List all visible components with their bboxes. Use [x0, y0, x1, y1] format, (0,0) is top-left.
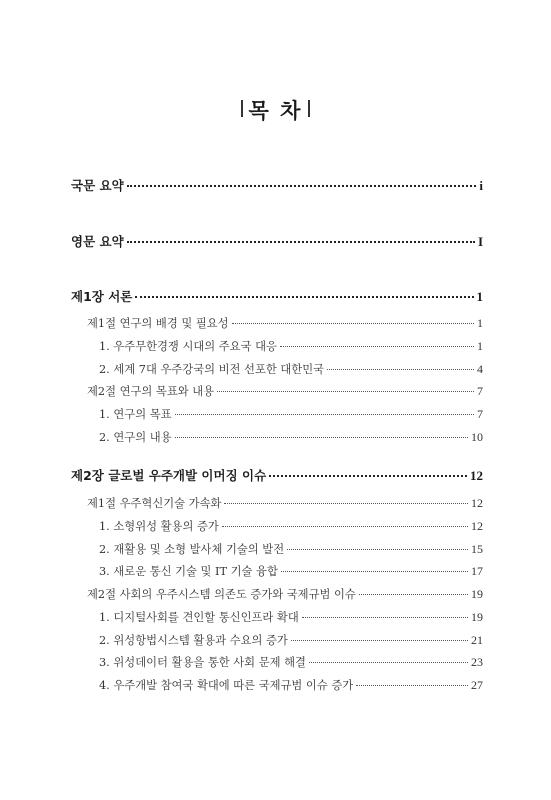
- toc-entry-page: 4: [477, 362, 483, 376]
- toc-leader-dots: [327, 369, 474, 370]
- toc-entry-ch2-section-2[interactable]: [87, 586, 483, 602]
- toc-entry-label: 2. 연구의 내용: [99, 431, 172, 444]
- toc-entry-ch1-s1-item-1[interactable]: [99, 338, 483, 354]
- toc-entry-ch2-s1-item-1[interactable]: [99, 518, 483, 534]
- toc-leader-dots: [217, 391, 474, 392]
- toc-leader-dots: [281, 571, 468, 572]
- toc-entry-label: 1. 연구의 목표: [99, 408, 172, 421]
- toc-entry-ch2-s2-item-3[interactable]: [99, 654, 483, 670]
- toc-entry-label: 1. 우주무한경쟁 시대의 주요국 대응: [99, 340, 277, 353]
- title-right-bar: [308, 100, 310, 117]
- toc-entry-page: 19: [471, 587, 483, 601]
- toc-leader-dots: [135, 296, 473, 298]
- toc-entry-ch1-s2-item-2[interactable]: [99, 429, 483, 445]
- toc-leader-dots: [127, 185, 477, 187]
- toc-entry-page: 15: [471, 542, 483, 556]
- title-left-bar: [241, 100, 243, 117]
- toc-entry-page: 12: [471, 496, 483, 510]
- toc-entry-page: 1: [476, 289, 483, 304]
- toc-entry-label: 제1장 서론: [71, 289, 133, 304]
- toc-leader-dots: [287, 549, 468, 550]
- toc-entry-page: 17: [471, 564, 483, 578]
- toc-leader-dots: [356, 685, 468, 686]
- toc-leader-dots: [309, 662, 468, 663]
- toc-leader-dots: [175, 437, 468, 438]
- toc-entry-ch2-s1-item-3[interactable]: [99, 563, 483, 579]
- toc-leader-dots: [302, 617, 468, 618]
- toc-entry-page: 12: [471, 519, 483, 533]
- toc-entry-page: 21: [471, 633, 483, 647]
- toc-entry-page: 1: [477, 316, 483, 330]
- toc-entry-ch2-s2-item-1[interactable]: [99, 609, 483, 625]
- toc-entry-label: 3. 위성데이터 활용을 통한 사회 문제 해결: [99, 656, 306, 669]
- toc-entry-page: 7: [477, 384, 483, 398]
- toc-entry-label: 2. 세계 7대 우주강국의 비전 선포한 대한민국: [99, 363, 325, 376]
- toc-entry-label: 영문 요약: [71, 234, 124, 249]
- toc-entry-chapter-1[interactable]: [71, 287, 483, 305]
- toc-leader-dots: [359, 594, 468, 595]
- toc-entry-chapter-2[interactable]: [71, 466, 483, 484]
- toc-leader-dots: [280, 346, 474, 347]
- toc-entry-label: 4. 우주개발 참여국 확대에 따른 국제규범 이슈 증가: [99, 679, 354, 692]
- toc-entry-page: i: [479, 178, 483, 193]
- toc-entry-label: 제1절 우주혁신기술 가속화: [87, 497, 222, 510]
- toc-entry-ch2-s2-item-2[interactable]: [99, 632, 483, 648]
- toc-entry-page: 27: [471, 678, 483, 692]
- toc-entry-label: 제2장 글로벌 우주개발 이머징 이슈: [71, 468, 267, 483]
- toc-entry-summary-en[interactable]: [71, 232, 483, 250]
- toc-entry-label: 제1절 연구의 배경 및 필요성: [87, 317, 229, 330]
- toc-entry-ch2-section-1[interactable]: [87, 495, 483, 511]
- toc-entry-ch1-section-1[interactable]: [87, 315, 483, 331]
- toc-entry-page: 23: [471, 655, 483, 669]
- toc-entry-ch1-section-2[interactable]: [87, 383, 483, 399]
- toc-leader-dots: [269, 475, 467, 477]
- toc-entry-page: I: [477, 234, 483, 249]
- toc-leader-dots: [224, 503, 468, 504]
- toc-entry-label: 제2절 연구의 목표와 내용: [87, 385, 215, 398]
- toc-entry-page: 19: [471, 610, 483, 624]
- toc-leader-dots: [127, 241, 475, 243]
- toc-leader-dots: [222, 526, 468, 527]
- toc-leader-dots: [291, 640, 468, 641]
- page-title-text: 목 차: [248, 99, 303, 123]
- toc-entry-ch1-s1-item-2[interactable]: [99, 361, 483, 377]
- toc-entry-page: 12: [470, 468, 483, 483]
- page-title: [0, 95, 551, 125]
- toc-entry-ch2-s1-item-2[interactable]: [99, 541, 483, 557]
- toc-entry-label: 제2절 사회의 우주시스템 의존도 증가와 국제규범 이슈: [87, 588, 356, 601]
- toc-entry-label: 3. 새로운 통신 기술 및 IT 기술 융합: [99, 565, 278, 578]
- toc-entry-label: 1. 소형위성 활용의 증가: [99, 520, 219, 533]
- toc-entry-summary-ko[interactable]: [71, 176, 483, 194]
- toc-entry-page: 7: [477, 407, 483, 421]
- toc-entry-label: 2. 재활용 및 소형 발사체 기술의 발전: [99, 543, 285, 556]
- toc-leader-dots: [175, 414, 474, 415]
- toc-entry-label: 2. 위성항법시스템 활용과 수요의 증가: [99, 634, 288, 647]
- toc-entry-ch2-s2-item-4[interactable]: [99, 677, 483, 693]
- toc-leader-dots: [232, 323, 474, 324]
- toc-entry-label: 1. 디지털사회를 견인할 통신인프라 확대: [99, 611, 299, 624]
- toc-entry-page: 10: [471, 430, 483, 444]
- toc-entry-page: 1: [477, 339, 483, 353]
- toc-entry-label: 국문 요약: [71, 178, 124, 193]
- toc-entry-ch1-s2-item-1[interactable]: [99, 406, 483, 422]
